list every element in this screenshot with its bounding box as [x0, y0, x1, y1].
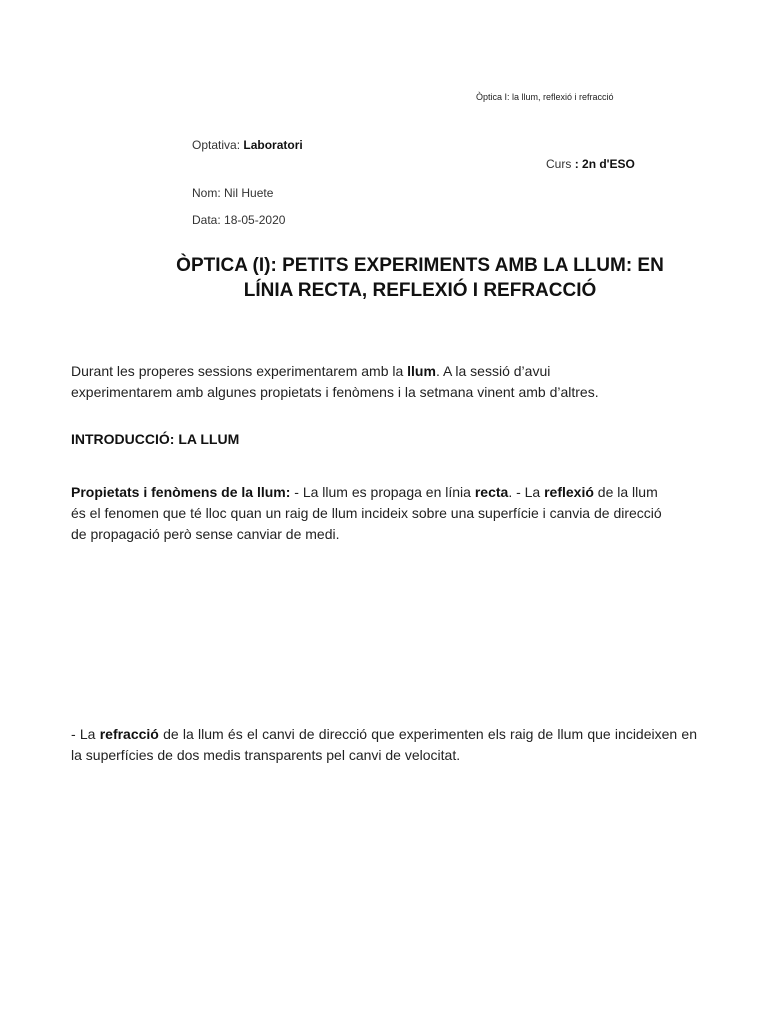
subject-line: [192, 138, 303, 152]
refraction-paragraph: [71, 724, 697, 766]
course-line: [546, 157, 635, 171]
properties-part-2: . - La: [508, 484, 545, 500]
date-line: [192, 213, 285, 227]
date-value: 18-05-2020: [224, 213, 286, 227]
document-title: [150, 253, 690, 303]
properties-paragraph: [71, 482, 676, 545]
properties-part-1: - La llum es propaga en línia: [290, 484, 475, 500]
intro-text-after: . A la sessió d’avui experimentarem amb algunes propietats i fenòmens i la setmana vinent amb d’altres.: [71, 363, 599, 400]
intro-bold-term: llum: [407, 363, 436, 379]
course-value: : 2n d'ESO: [574, 157, 635, 171]
subject-value: Laboratori: [243, 138, 303, 152]
name-line: [192, 186, 273, 200]
title-line-2: LÍNIA RECTA, REFLEXIÓ I REFRACCIÓ: [243, 280, 597, 301]
term-refraccio: refracció: [99, 726, 159, 742]
term-reflexio: reflexió: [544, 484, 594, 500]
date-label: Data:: [192, 213, 221, 227]
section-heading: INTRODUCCIÓ: LA LLUM: [71, 431, 240, 447]
refraction-prefix: - La: [71, 726, 100, 742]
title-line-1: ÒPTICA (I): PETITS EXPERIMENTS AMB LA LLUM: EN: [176, 255, 664, 276]
subject-label: Optativa:: [192, 138, 241, 152]
properties-lead: Propietats i fenòmens de la llum:: [71, 484, 291, 500]
refraction-rest: de la llum és el canvi de direcció que experimenten els raig de llum que incideixen en la superfícies de dos medis transparents pel canvi de velocitat.: [71, 726, 697, 763]
name-value: Nil Huete: [224, 186, 274, 200]
intro-text-before: Durant les properes sessions experimentarem amb la: [71, 363, 408, 379]
term-recta: recta: [474, 484, 509, 500]
running-header: Òptica I: la llum, reflexió i refracció: [476, 92, 614, 102]
properties-part-3: de la llum és el fenomen que té lloc quan un raig de llum incideix sobre una superfície i canvia de direcció de propagació però sense canviar de medi.: [71, 484, 662, 542]
name-label: Nom:: [192, 186, 221, 200]
course-label: Curs: [546, 157, 572, 171]
intro-paragraph: [71, 361, 651, 403]
